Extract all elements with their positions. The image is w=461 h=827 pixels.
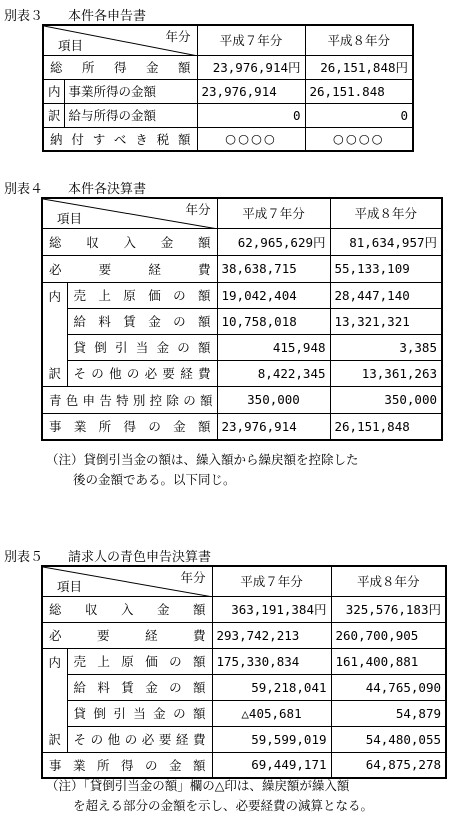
table4-sub-bot: 訳: [48, 365, 61, 381]
table4-r6-label: その他の必要経費: [67, 360, 217, 386]
table3-sub-top: 内: [43, 79, 64, 103]
table5-sub-bot: 訳: [48, 731, 61, 747]
table4-r6-v2: 13,361,263: [330, 360, 442, 386]
table3-r1-v2: 26,151,848円: [305, 55, 413, 79]
table3-row: [43, 127, 413, 151]
table4-row: [42, 308, 442, 334]
table4-r8-v2: 26,151,848: [330, 413, 442, 440]
table5-row: [42, 752, 446, 778]
table5-r2-v2: 260,700,905: [331, 622, 446, 648]
table3-r2-v2: 26,151.848: [305, 79, 413, 103]
table4-row: [42, 334, 442, 360]
table3-title-label: 別表３: [4, 9, 44, 24]
table5-header-corner: [42, 566, 212, 596]
table4-r7-label: 青色申告特別控除の額: [42, 386, 217, 413]
table3-r1-label: 総所得金額: [43, 55, 197, 79]
table4-r5-v2: 3,385: [330, 334, 442, 360]
table5-r2-label: 必要経費: [42, 622, 212, 648]
table5-row: [42, 726, 446, 752]
table5-row: [42, 700, 446, 726]
table4-row: [42, 413, 442, 440]
table3-col-h7: 平成７年分: [197, 25, 305, 55]
table4-row: [42, 386, 442, 413]
table4-r7-v1: 350,000: [217, 386, 330, 413]
table4-title: [4, 178, 146, 197]
table5-sub-top: 内: [48, 654, 61, 670]
table4-r1-v2: 81,634,957円: [330, 228, 442, 255]
table5-r1-label: 総収入金額: [42, 596, 212, 622]
table5-r4-v2: 44,765,090: [331, 674, 446, 700]
table4-title-label: 別表４: [4, 182, 44, 197]
table4-r3-v2: 28,447,140: [330, 282, 442, 308]
table3-r3-v2: 0: [305, 103, 413, 127]
table5-row: [42, 622, 446, 648]
table4-r8-v1: 23,976,914: [217, 413, 330, 440]
table4-title-text: 本件各決算書: [68, 182, 147, 197]
table5-note: [46, 776, 373, 816]
table5-r7-v1: 69,449,171: [212, 752, 331, 778]
table3-r4-v2: ○○○○: [305, 127, 413, 151]
table5-r4-v1: 59,218,041: [212, 674, 331, 700]
table5-col-h7: 平成７年分: [212, 566, 331, 596]
table3-sub-bot: 訳: [43, 103, 64, 127]
table4-r4-v2: 13,321,321: [330, 308, 442, 334]
table3-row: [43, 79, 413, 103]
table5-header-item: 項目: [57, 578, 83, 594]
table4-r2-label: 必要経費: [42, 255, 217, 282]
table4-header-item: 項目: [57, 210, 83, 226]
table5-row: [42, 674, 446, 700]
table4-note-line1: （注）貸倒引当金の額は、繰入額から繰戻額を控除した: [46, 452, 359, 467]
table5-title-label: 別表５: [4, 550, 44, 565]
table4-r1-label: 総収入金額: [42, 228, 217, 255]
table4-r5-v1: 415,948: [217, 334, 330, 360]
table4-col-h8: 平成８年分: [330, 198, 442, 228]
table4-r8-label: 事業所得の金額: [42, 413, 217, 440]
table5-row: [42, 596, 446, 622]
table4-r6-v1: 8,422,345: [217, 360, 330, 386]
table5-r1-v1: 363,191,384円: [212, 596, 331, 622]
table4-r1-v1: 62,965,629円: [217, 228, 330, 255]
table5-r4-label: 給料賃金の額: [67, 674, 212, 700]
table5-r5-label: 貸倒引当金の額: [67, 700, 212, 726]
table3-r3-label: 給与所得の金額: [64, 103, 197, 127]
table4-r5-label: 貸倒引当金の額: [67, 334, 217, 360]
table4-header-corner: [42, 198, 217, 228]
table3-r1-v1: 23,976,914円: [197, 55, 305, 79]
table5-r3-v2: 161,400,881: [331, 648, 446, 674]
table3-r2-v1: 23,976,914: [197, 79, 305, 103]
table5-r6-v1: 59,599,019: [212, 726, 331, 752]
table5-r2-v1: 293,742,213: [212, 622, 331, 648]
table5-header-year: 年分: [180, 570, 206, 585]
table5-title-text: 請求人の青色申告決算書: [68, 550, 212, 565]
table5-r3-v1: 175,330,834: [212, 648, 331, 674]
table4-r2-v1: 38,638,715: [217, 255, 330, 282]
table4-note-line2: 後の金額である。以下同じ。: [73, 472, 236, 487]
table3-col-h8: 平成８年分: [305, 25, 413, 55]
table4-r3-label: 売上原価の額: [67, 282, 217, 308]
table4-note: [46, 450, 359, 490]
table4-row: [42, 228, 442, 255]
table5-r3-label: 売上原価の額: [67, 648, 212, 674]
table4-row: [42, 360, 442, 386]
table3-r4-v1: ○○○○: [197, 127, 305, 151]
table5-r7-label: 事業所得の金額: [42, 752, 212, 778]
table3-row: [43, 103, 413, 127]
table4-sub-top: 内: [48, 288, 61, 304]
table3-header-item: 項目: [58, 37, 84, 53]
table4-row: [42, 282, 442, 308]
table4-col-h7: 平成７年分: [217, 198, 330, 228]
table5-note-line2: を超える部分の金額を示し、必要経費の減算となる。: [73, 798, 374, 813]
table5-r5-v1: △405,681: [212, 700, 331, 726]
table4-header-year: 年分: [185, 202, 211, 217]
table3-title-text: 本件各申告書: [68, 9, 147, 24]
table3-header-year: 年分: [165, 29, 191, 44]
table5-r5-v2: 54,879: [331, 700, 446, 726]
table5-note-line1: （注）「貸倒引当金の額」欄の△印は、繰戻額が繰入額: [46, 778, 350, 793]
table3-r3-v1: 0: [197, 103, 305, 127]
table4-r2-v2: 55,133,109: [330, 255, 442, 282]
table4-r4-label: 給料賃金の額: [67, 308, 217, 334]
table5-r1-v2: 325,576,183円: [331, 596, 446, 622]
table5-r7-v2: 64,875,278: [331, 752, 446, 778]
table4-r3-v1: 19,042,404: [217, 282, 330, 308]
table5-r6-label: その他の必要経費: [67, 726, 212, 752]
table5: [41, 565, 447, 779]
table4-r7-v2: 350,000: [330, 386, 442, 413]
table4: [41, 197, 443, 441]
table3-title: [4, 5, 146, 24]
table4-row: [42, 255, 442, 282]
table4-r4-v1: 10,758,018: [217, 308, 330, 334]
table3-header-corner: [43, 25, 197, 55]
table5-title: [4, 546, 211, 565]
table5-col-h8: 平成８年分: [331, 566, 446, 596]
table3-row: [43, 55, 413, 79]
table3-r4-label: 納付すべき税額: [43, 127, 197, 151]
table3-r2-label: 事業所得の金額: [64, 79, 197, 103]
table5-r6-v2: 54,480,055: [331, 726, 446, 752]
table4-sub-label: [42, 282, 67, 386]
table5-row: [42, 648, 446, 674]
table3: [42, 24, 414, 152]
table5-sub-label: [42, 648, 67, 752]
